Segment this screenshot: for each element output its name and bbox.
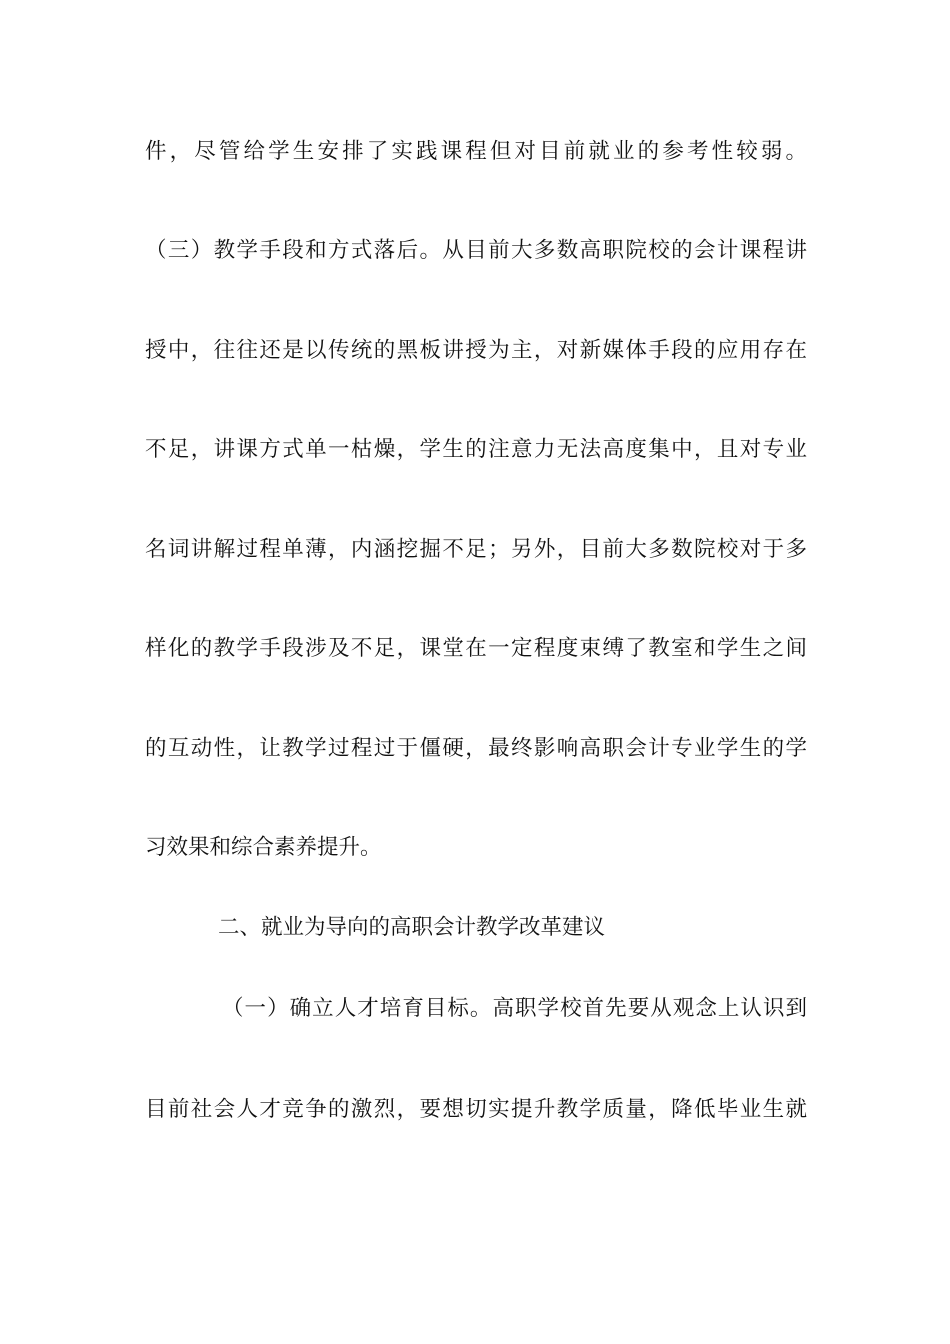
paragraph-line: 授中，往往还是以传统的黑板讲授为主，对新媒体手段的应用存在 <box>145 338 807 363</box>
section-heading: 二、就业为导向的高职会计教学改革建议 <box>218 915 606 940</box>
paragraph-line: 不足，讲课方式单一枯燥，学生的注意力无法高度集中，且对专业 <box>145 437 807 462</box>
paragraph-line: （一）确立人才培育目标。高职学校首先要从观念上认识到 <box>222 996 807 1021</box>
paragraph-line: 名词讲解过程单薄，内涵挖掘不足；另外，目前大多数院校对于多 <box>145 537 807 562</box>
paragraph-line: 样化的教学手段涉及不足，课堂在一定程度束缚了教室和学生之间 <box>145 636 807 661</box>
paragraph-line: （三）教学手段和方式落后。从目前大多数高职院校的会计课程讲 <box>145 238 807 263</box>
paragraph-line: 习效果和综合素养提升。 <box>145 835 382 860</box>
paragraph-line: 目前社会人才竞争的激烈，要想切实提升教学质量，降低毕业生就 <box>145 1097 807 1122</box>
paragraph-line: 件，尽管给学生安排了实践课程但对目前就业的参考性较弱。 <box>145 139 807 164</box>
paragraph-line: 的互动性，让教学过程过于僵硬，最终影响高职会计专业学生的学 <box>145 736 807 761</box>
